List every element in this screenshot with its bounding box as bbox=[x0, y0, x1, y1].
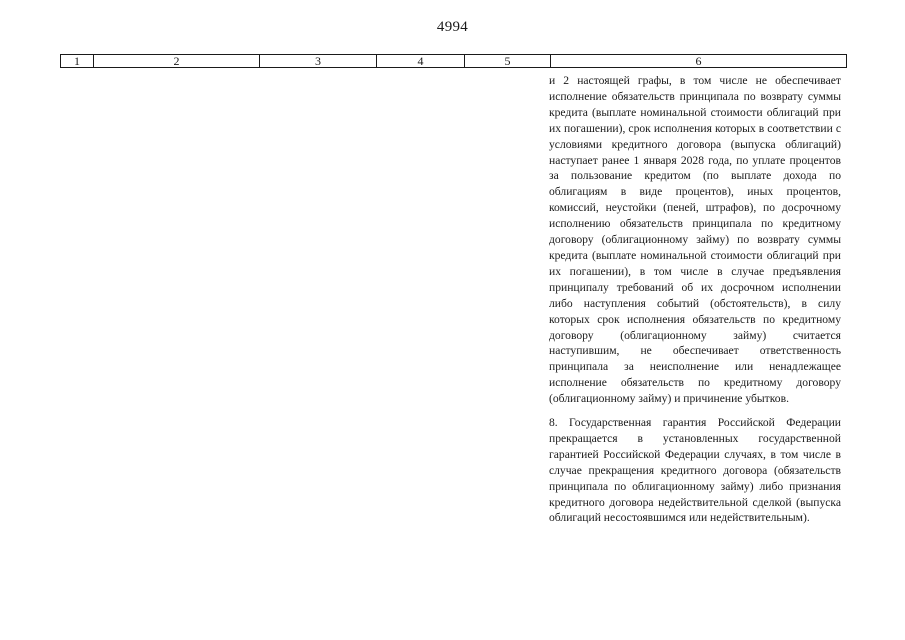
column-number-2: 2 bbox=[94, 55, 260, 68]
page-number: 4994 bbox=[436, 19, 469, 35]
column-number-6: 6 bbox=[551, 55, 847, 68]
column-number-5: 5 bbox=[465, 55, 551, 68]
table-header-row bbox=[61, 55, 847, 68]
column-number-4: 4 bbox=[377, 55, 465, 68]
column-number-1: 1 bbox=[61, 55, 94, 68]
paragraph-continuation: и 2 настоящей графы, в том числе не обеспечивает исполнение обязательств принципала по возврату суммы кредита (выплате номинальной стоимости облигаций при их погашении), срок исполнения которых в соответствии с условиями кредитного договора (выпуска облигаций) наступает ранее 1 января 2028 года, по уплате процентов за пользование кредитом (по выплате дохода по облигациям в виде процентов), иных процентов, комиссий, неустойки (пеней, штрафов), по досрочному исполнению обязательств принципала по кредитному договору (облигационному займу) по возврату суммы кредита (выплате номинальной стоимости облигаций при их погашении), в том числе в случае предъявления принципалу требований об их досрочном исполнении либо наступления событий (обстоятельств), в силу которых срок исполнения обязательств по кредитному договору (облигационному займу) считается наступившим, не обеспечивает ответственность принципала за неисполнение или ненадлежащее исполнение обязательств по кредитному договору (облигационному займу) и причинение убытков. bbox=[549, 74, 841, 406]
column-6-text bbox=[549, 73, 841, 526]
table-column-numbers bbox=[60, 54, 847, 68]
column-number-3: 3 bbox=[260, 55, 377, 68]
paragraph-item-8: 8. Государственная гарантия Российской Федерации прекращается в установленных государственной гарантией Российской Федерации случаях, в том числе в случае прекращения кредитного договора (обязательств принципала по облигационному займу) либо признания кредитного договора недействительной сделкой (выпуска облигаций несостоявшимся или недействительным). bbox=[549, 416, 841, 525]
